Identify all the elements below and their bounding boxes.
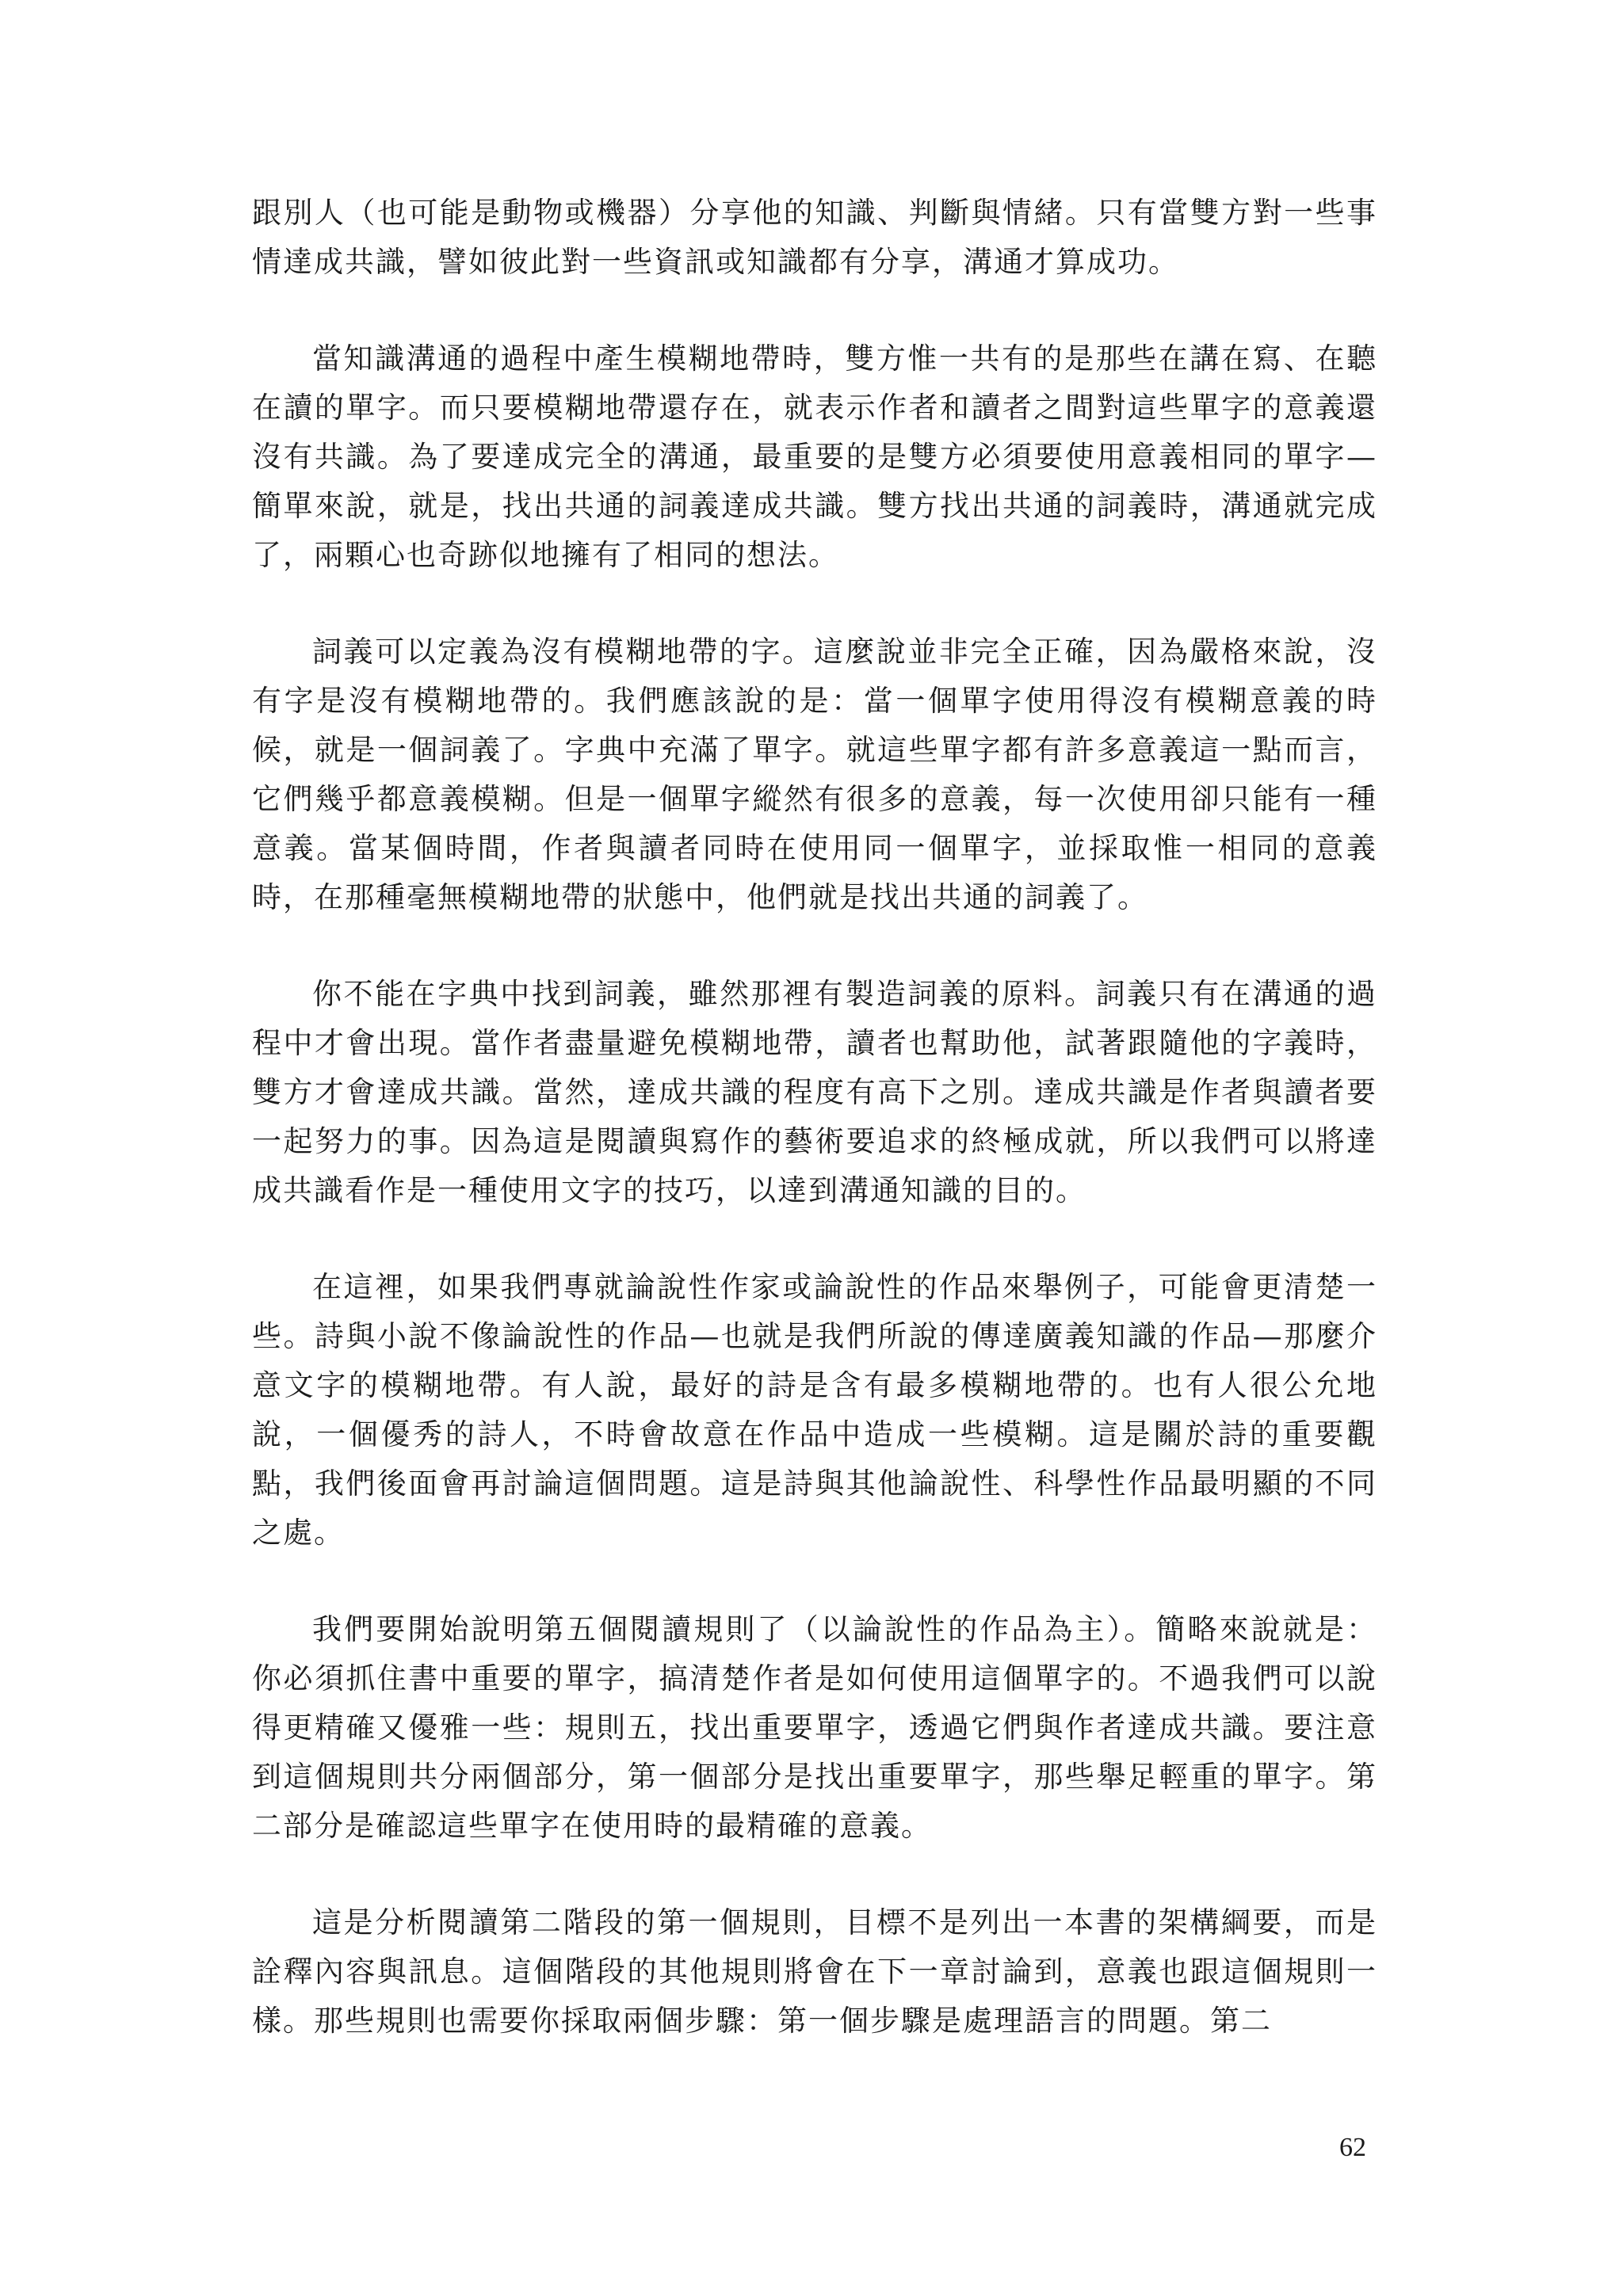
paragraph-4: 你不能在字典中找到詞義，雖然那裡有製造詞義的原料。詞義只有在溝通的過程中才會出現。當作者盡量避免模糊地帶，讀者也幫助他，試著跟隨他的字義時，雙方才會達成共識。當然，達成共識的程度有高下之別。達成共識是作者與讀者要一起努力的事。因為這是閱讀與寫作的藝術要追求的終極成就，所以我們可以將達成共識看作是一種使用文字的技巧，以達到溝通知識的目的。	[252, 977, 1377, 1207]
page-body	[252, 189, 1377, 2093]
paragraph-2: 當知識溝通的過程中產生模糊地帶時，雙方惟一共有的是那些在講在寫、在聽在讀的單字。而只要模糊地帶還存在，就表示作者和讀者之間對這些單字的意義還沒有共識。為了要達成完全的溝通，最重要的是雙方必須要使用意義相同的單字—簡單來說，就是，找出共通的詞義達成共識。雙方找出共通的詞義時，溝通就完成了，兩顆心也奇跡似地擁有了相同的想法。	[252, 341, 1377, 572]
paragraph-7: 這是分析閱讀第二階段的第一個規則，目標不是列出一本書的架構綱要，而是詮釋內容與訊息。這個階段的其他規則將會在下一章討論到，意義也跟這個規則一樣。那些規則也需要你採取兩個步驟：第一個步驟是處理語言的問題。第二	[252, 1905, 1377, 2038]
paragraph-3: 詞義可以定義為沒有模糊地帶的字。這麼說並非完全正確，因為嚴格來說，沒有字是沒有模糊地帶的。我們應該說的是：當一個單字使用得沒有模糊意義的時候，就是一個詞義了。字典中充滿了單字。就這些單字都有許多意義這一點而言，它們幾乎都意義模糊。但是一個單字縱然有很多的意義，每一次使用卻只能有一種意義。當某個時間，作者與讀者同時在使用同一個單字，並採取惟一相同的意義時，在那種毫無模糊地帶的狀態中，他們就是找出共通的詞義了。	[252, 635, 1377, 914]
paragraph-6: 我們要開始說明第五個閱讀規則了（以論說性的作品為主）。簡略來說就是：你必須抓住書中重要的單字，搞清楚作者是如何使用這個單字的。不過我們可以說得更精確又優雅一些：規則五，找出重要單字，透過它們與作者達成共識。要注意到這個規則共分兩個部分，第一個部分是找出重要單字，那些舉足輕重的單字。第二部分是確認這些單字在使用時的最精確的意義。	[252, 1612, 1377, 1843]
paragraph-1: 跟別人（也可能是動物或機器）分享他的知識、判斷與情緒。只有當雙方對一些事情達成共識，譬如彼此對一些資訊或知識都有分享，溝通才算成功。	[252, 196, 1377, 279]
page-number: 62	[1339, 2133, 1366, 2162]
paragraph-5: 在這裡，如果我們專就論說性作家或論說性的作品來舉例子，可能會更清楚一些。詩與小說不像論說性的作品—也就是我們所說的傳達廣義知識的作品—那麼介意文字的模糊地帶。有人說，最好的詩是含有最多模糊地帶的。也有人很公允地說，一個優秀的詩人，不時會故意在作品中造成一些模糊。這是關於詩的重要觀點，我們後面會再討論這個問題。這是詩與其他論說性、科學性作品最明顯的不同之處。	[252, 1270, 1377, 1550]
